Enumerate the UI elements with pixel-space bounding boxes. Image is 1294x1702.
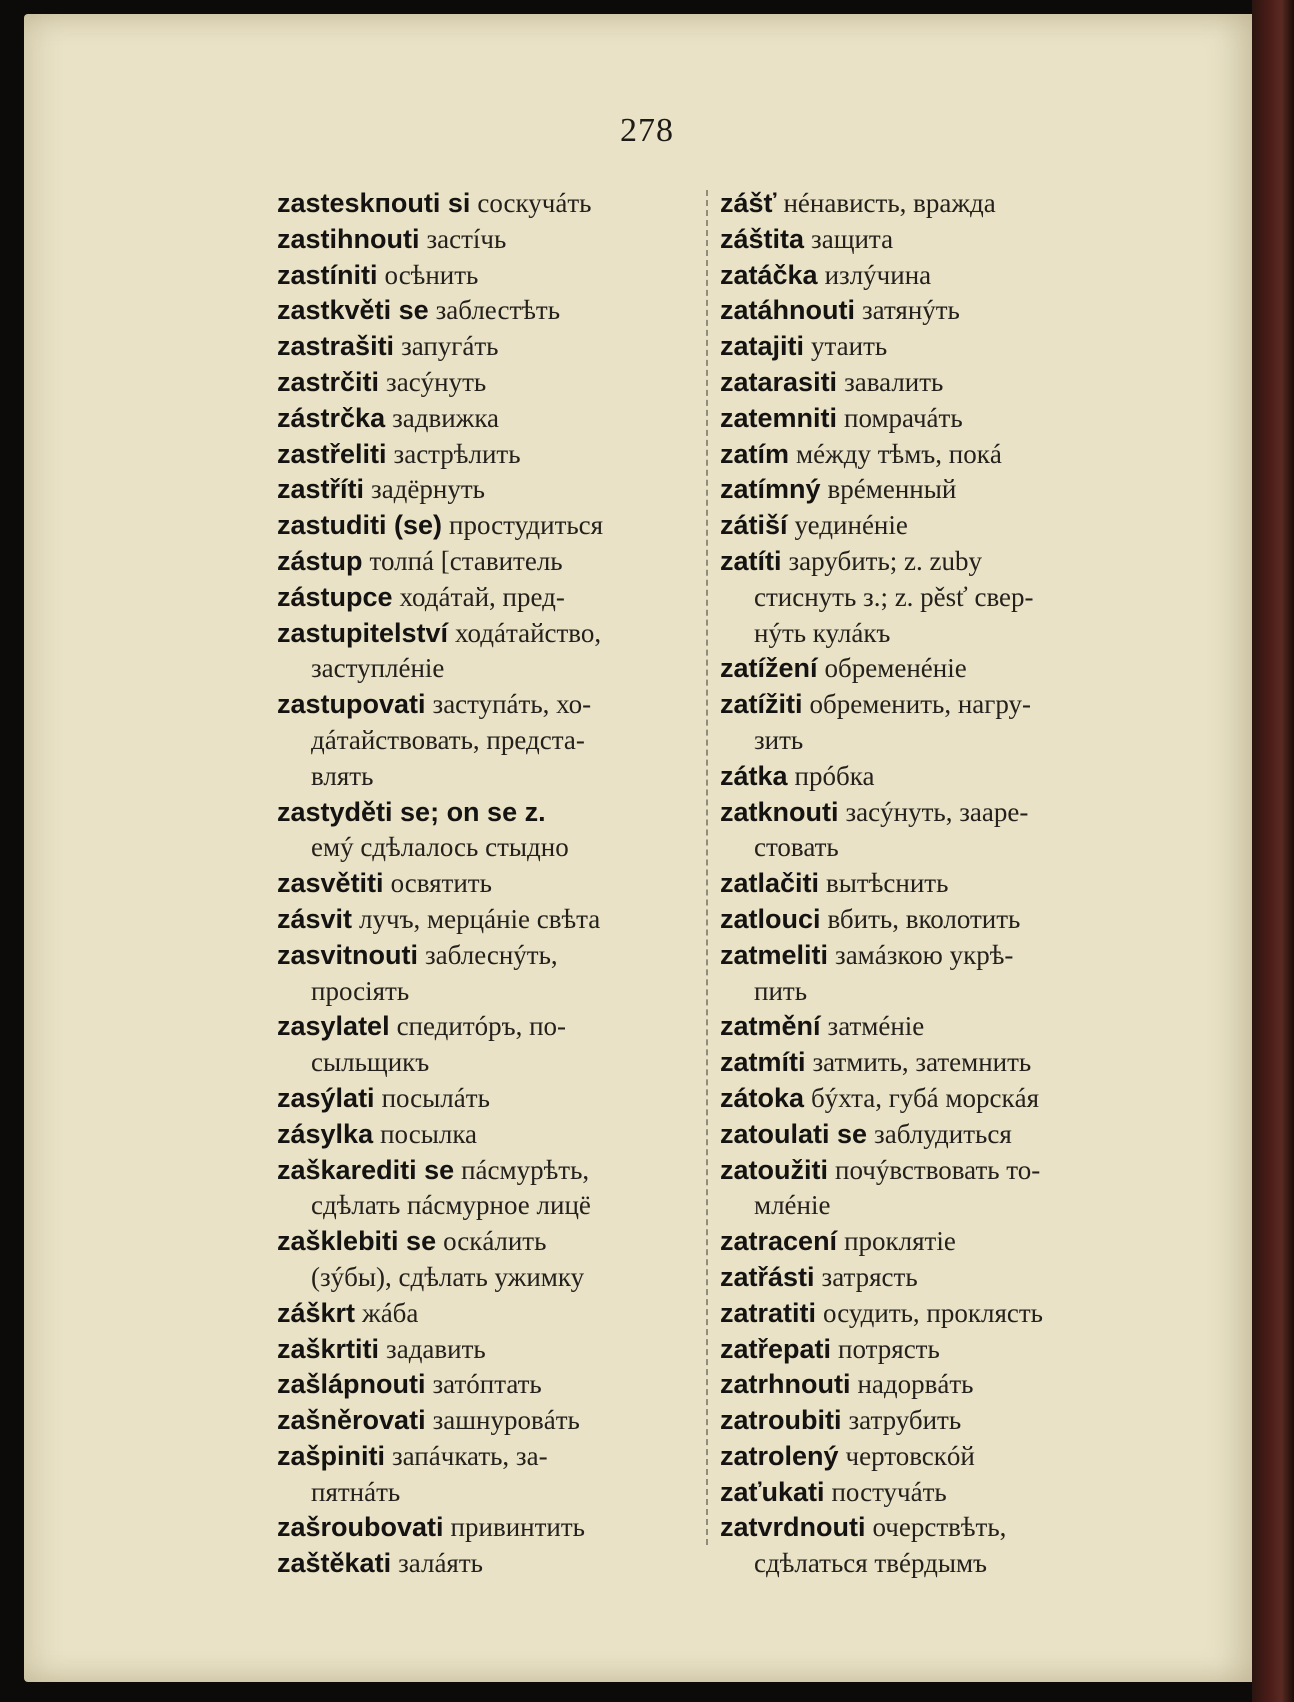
- dictionary-entry: [720, 1117, 1136, 1153]
- dictionary-entry: [277, 1403, 693, 1439]
- translation-text: очерствѣть,: [872, 1512, 1007, 1543]
- headword: záštita: [720, 223, 805, 254]
- headword: zatížení: [720, 653, 818, 684]
- dictionary-entry: [277, 1224, 693, 1260]
- dictionary-entry: [720, 1367, 1136, 1403]
- translation-text: заблестѣть: [435, 295, 561, 326]
- dictionary-entry: [720, 365, 1136, 401]
- entry-continuation: [720, 1188, 1136, 1224]
- dictionary-entry: [720, 902, 1136, 938]
- dictionary-entry: [720, 1510, 1136, 1546]
- dictionary-entry: [720, 508, 1136, 544]
- left-column: [277, 186, 693, 1582]
- entry-continuation: [720, 830, 1136, 866]
- dictionary-entry: [277, 1296, 693, 1332]
- entry-continuation: [720, 1546, 1136, 1582]
- translation-text: застíчь: [426, 223, 507, 254]
- headword: zástup: [277, 545, 363, 576]
- dictionary-entry: [720, 759, 1136, 795]
- entry-continuation: [720, 580, 1136, 616]
- translation-text: залáять: [398, 1548, 483, 1579]
- translation-text: замáзкою укрѣ-: [835, 939, 1014, 970]
- headword: zastrašiti: [277, 331, 395, 362]
- headword: zátoka: [720, 1082, 805, 1113]
- headword: zatáčka: [720, 259, 818, 290]
- headword: zátiší: [720, 510, 788, 541]
- headword: zastkvěti se: [277, 295, 429, 326]
- dictionary-entry: [720, 866, 1136, 902]
- translation-text: защита: [811, 223, 894, 254]
- dictionary-entry: [277, 580, 693, 616]
- translation-text: вбить, вколотить: [827, 903, 1021, 934]
- entry-continuation: [277, 1260, 693, 1296]
- translation-text: сдѣлаться твéрдымъ: [754, 1548, 988, 1579]
- dictionary-entry: [720, 1403, 1136, 1439]
- translation-text: утаить: [811, 331, 888, 362]
- translation-text: дáтайствовать, предста-: [311, 724, 585, 755]
- translation-text: затмить, затемнить: [812, 1047, 1032, 1078]
- translation-text: затянýть: [862, 295, 960, 326]
- headword: zastupitelství: [277, 617, 449, 648]
- page-number: 278: [620, 112, 674, 149]
- headword: zástupce: [277, 581, 393, 612]
- headword: zašroubovati: [277, 1512, 444, 1543]
- translation-text: проклятіе: [844, 1226, 956, 1257]
- translation-text: задёрнуть: [371, 474, 485, 505]
- headword: zastihnouti: [277, 223, 420, 254]
- headword: zatrhnouti: [720, 1369, 851, 1400]
- translation-text: влять: [311, 760, 374, 791]
- translation-text: зашнуровáть: [432, 1405, 580, 1436]
- translation-text: ходáтай, пред-: [399, 581, 565, 612]
- headword: zatrolený: [720, 1440, 839, 1471]
- entry-continuation: [277, 830, 693, 866]
- dictionary-entry: [277, 293, 693, 329]
- dictionary-entry: [720, 186, 1136, 222]
- translation-text: пáсмурѣть,: [461, 1154, 590, 1185]
- headword: zasylatel: [277, 1011, 390, 1042]
- headword: zastrčiti: [277, 366, 380, 397]
- headword: zastřeliti: [277, 438, 387, 469]
- translation-text: постучáть: [831, 1476, 947, 1507]
- dictionary-entry: [277, 258, 693, 294]
- translation-text: стиснуть з.; z. pěsť свер-: [754, 581, 1034, 612]
- headword: zatajiti: [720, 331, 805, 362]
- translation-text: обременить, нагру-: [809, 689, 1031, 720]
- translation-text: затмéніе: [827, 1011, 925, 1042]
- dictionary-entry: [720, 222, 1136, 258]
- dictionary-entry: [720, 1081, 1136, 1117]
- headword: zaštěkati: [277, 1548, 392, 1579]
- dictionary-entry: [720, 1045, 1136, 1081]
- translation-text: заступáть, хо-: [432, 689, 592, 720]
- headword: zatíti: [720, 545, 782, 576]
- dictionary-entry: [277, 186, 693, 222]
- translation-text: сыльщикъ: [311, 1047, 430, 1078]
- entry-continuation: [277, 1188, 693, 1224]
- translation-text: зарубить; z. zuby: [788, 545, 982, 576]
- headword: zatracení: [720, 1226, 838, 1257]
- dictionary-entry: [277, 938, 693, 974]
- dictionary-entry: [720, 258, 1136, 294]
- dictionary-entry: [720, 544, 1136, 580]
- translation-text: застрѣлить: [393, 438, 521, 469]
- headword: zastyděti se; on se z.: [277, 796, 546, 827]
- entry-continuation: [277, 651, 693, 687]
- headword: zatlačiti: [720, 868, 820, 899]
- entry-continuation: [720, 616, 1136, 652]
- dictionary-entry: [720, 1009, 1136, 1045]
- translation-text: заблудиться: [874, 1118, 1012, 1149]
- headword: zaškarediti se: [277, 1154, 455, 1185]
- headword: zastříti: [277, 474, 365, 505]
- headword: zašlápnouti: [277, 1369, 426, 1400]
- dictionary-entry: [720, 1260, 1136, 1296]
- headword: zasteskпouti si: [277, 188, 471, 218]
- entry-continuation: [720, 723, 1136, 759]
- headword: zatknouti: [720, 796, 839, 827]
- headword: zatáhnouti: [720, 295, 855, 326]
- dictionary-entry: [720, 1224, 1136, 1260]
- dictionary-entry: [277, 1009, 693, 1045]
- dictionary-entry: [720, 293, 1136, 329]
- translation-text: надорвáть: [857, 1369, 974, 1400]
- translation-text: осѣнить: [384, 259, 479, 290]
- translation-text: спедитóръ, по-: [396, 1011, 567, 1042]
- column-divider: [706, 190, 708, 1545]
- translation-text: помрачáть: [844, 402, 963, 433]
- headword: zášť: [720, 188, 777, 218]
- headword: zatížiti: [720, 689, 803, 720]
- translation-text: сдѣлать пáсмурное лицё: [311, 1190, 591, 1221]
- dictionary-entry: [277, 1117, 693, 1153]
- dictionary-entry: [277, 902, 693, 938]
- translation-text: затрубить: [848, 1405, 962, 1436]
- translation-text: соскучáть: [477, 188, 592, 218]
- dictionary-entry: [720, 1332, 1136, 1368]
- headword: zašklebiti se: [277, 1226, 437, 1257]
- translation-text: посылáть: [381, 1082, 490, 1113]
- dictionary-entry: [277, 1367, 693, 1403]
- headword: zatmeliti: [720, 939, 829, 970]
- dictionary-entry: [277, 508, 693, 544]
- translation-text: освятить: [390, 868, 492, 899]
- dictionary-entry: [277, 866, 693, 902]
- headword: zatemniti: [720, 402, 838, 433]
- book-cover-edge: [1252, 0, 1294, 1702]
- dictionary-entry: [277, 222, 693, 258]
- translation-text: прóбка: [794, 760, 875, 791]
- translation-text: пятнáть: [311, 1476, 401, 1507]
- dictionary-entry: [720, 437, 1136, 473]
- translation-text: осудить, проклясть: [823, 1297, 1043, 1328]
- headword: zatmíti: [720, 1047, 806, 1078]
- headword: zásvit: [277, 903, 353, 934]
- dictionary-entry: [720, 795, 1136, 831]
- translation-text: пить: [754, 975, 808, 1006]
- headword: zátka: [720, 760, 788, 791]
- translation-text: врéменный: [827, 474, 957, 505]
- dictionary-entry: [720, 1439, 1136, 1475]
- entry-continuation: [277, 1045, 693, 1081]
- entry-continuation: [277, 759, 693, 795]
- headword: zatratiti: [720, 1297, 817, 1328]
- dictionary-entry: [277, 795, 693, 831]
- entry-continuation: [720, 974, 1136, 1010]
- headword: zatímný: [720, 474, 821, 505]
- headword: zastupovati: [277, 689, 426, 720]
- dictionary-entry: [277, 329, 693, 365]
- headword: zatím: [720, 438, 790, 469]
- translation-text: почýвствовать то-: [835, 1154, 1041, 1185]
- right-column: [720, 186, 1136, 1582]
- translation-text: чертовскóй: [845, 1440, 975, 1471]
- dictionary-entry: [277, 401, 693, 437]
- dictionary-entry: [277, 1546, 693, 1582]
- translation-text: жáба: [362, 1297, 419, 1328]
- translation-text: зить: [754, 724, 804, 755]
- translation-text: излýчина: [824, 259, 932, 290]
- dictionary-entry: [720, 472, 1136, 508]
- dictionary-entry: [277, 687, 693, 723]
- headword: zaťukati: [720, 1476, 825, 1507]
- translation-text: толпá [ставитель: [369, 545, 563, 576]
- translation-text: простудиться: [449, 510, 604, 541]
- headword: zasýlati: [277, 1082, 375, 1113]
- translation-text: засýнуть: [386, 366, 487, 397]
- dictionary-entry: [277, 1081, 693, 1117]
- headword: zaškrtiti: [277, 1333, 380, 1364]
- translation-text: задвижка: [392, 402, 500, 433]
- dictionary-entry: [277, 1439, 693, 1475]
- translation-text: вытѣснить: [826, 868, 949, 899]
- dictionary-entry: [277, 1153, 693, 1189]
- headword: zatoulati se: [720, 1118, 868, 1149]
- translation-text: (зýбы), сдѣлать ужимку: [311, 1261, 585, 1292]
- translation-text: нýть кулáкъ: [754, 617, 891, 648]
- translation-text: затóптать: [432, 1369, 542, 1400]
- translation-text: посылка: [380, 1118, 478, 1149]
- headword: zásylka: [277, 1118, 374, 1149]
- translation-text: уединéніе: [794, 510, 908, 541]
- dictionary-entry: [720, 651, 1136, 687]
- headword: zastuditi (se): [277, 510, 443, 541]
- headword: zatřásti: [720, 1261, 815, 1292]
- dictionary-entry: [277, 472, 693, 508]
- translation-text: емý сдѣлалось стыдно: [311, 832, 569, 863]
- headword: zástrčka: [277, 402, 386, 433]
- translation-text: задавить: [386, 1333, 486, 1364]
- dictionary-entry: [277, 616, 693, 652]
- dictionary-entry: [720, 687, 1136, 723]
- translation-text: просіять: [311, 975, 410, 1006]
- translation-text: заступлéніе: [311, 653, 445, 684]
- translation-text: заблеснýть,: [425, 939, 558, 970]
- headword: zatlouci: [720, 903, 821, 934]
- dictionary-entry: [720, 1475, 1136, 1511]
- headword: zatmění: [720, 1011, 821, 1042]
- translation-text: обременéніе: [824, 653, 967, 684]
- dictionary-entry: [720, 1153, 1136, 1189]
- translation-text: затрясть: [821, 1261, 918, 1292]
- headword: zastíniti: [277, 259, 378, 290]
- translation-text: завалить: [844, 366, 944, 397]
- headword: zatroubiti: [720, 1405, 842, 1436]
- translation-text: засýнуть, заарe-: [845, 796, 1029, 827]
- headword: zasvitnouti: [277, 939, 419, 970]
- headword: zasvětiti: [277, 868, 384, 899]
- dictionary-entry: [720, 1296, 1136, 1332]
- translation-text: млéніе: [754, 1190, 831, 1221]
- headword: zatvrdnouti: [720, 1512, 866, 1543]
- translation-text: запáчкать, за-: [392, 1440, 548, 1471]
- headword: záškrt: [277, 1297, 356, 1328]
- headword: zašněrovati: [277, 1405, 426, 1436]
- translation-text: нéнависть, вражда: [783, 188, 996, 218]
- translation-text: запугáть: [401, 331, 499, 362]
- translation-text: бýхта, губá морскáя: [811, 1082, 1040, 1113]
- dictionary-entry: [277, 437, 693, 473]
- dictionary-entry: [720, 401, 1136, 437]
- entry-continuation: [277, 723, 693, 759]
- entry-continuation: [277, 974, 693, 1010]
- dictionary-entry: [720, 938, 1136, 974]
- headword: zatoužiti: [720, 1154, 828, 1185]
- translation-text: оскáлить: [443, 1226, 547, 1257]
- dictionary-entry: [720, 329, 1136, 365]
- dictionary-entry: [277, 1510, 693, 1546]
- headword: zatřepati: [720, 1333, 832, 1364]
- entry-continuation: [277, 1475, 693, 1511]
- headword: zatarasiti: [720, 366, 838, 397]
- translation-text: ходáтайство,: [455, 617, 602, 648]
- headword: zašpiniti: [277, 1440, 386, 1471]
- translation-text: мéжду тѣмъ, покá: [796, 438, 1002, 469]
- dictionary-entry: [277, 365, 693, 401]
- dictionary-entry: [277, 1332, 693, 1368]
- translation-text: привинтить: [450, 1512, 585, 1543]
- dictionary-entry: [277, 544, 693, 580]
- translation-text: стовать: [754, 832, 839, 863]
- translation-text: потрясть: [838, 1333, 940, 1364]
- translation-text: лучъ, мерцáніе свѣта: [359, 903, 601, 934]
